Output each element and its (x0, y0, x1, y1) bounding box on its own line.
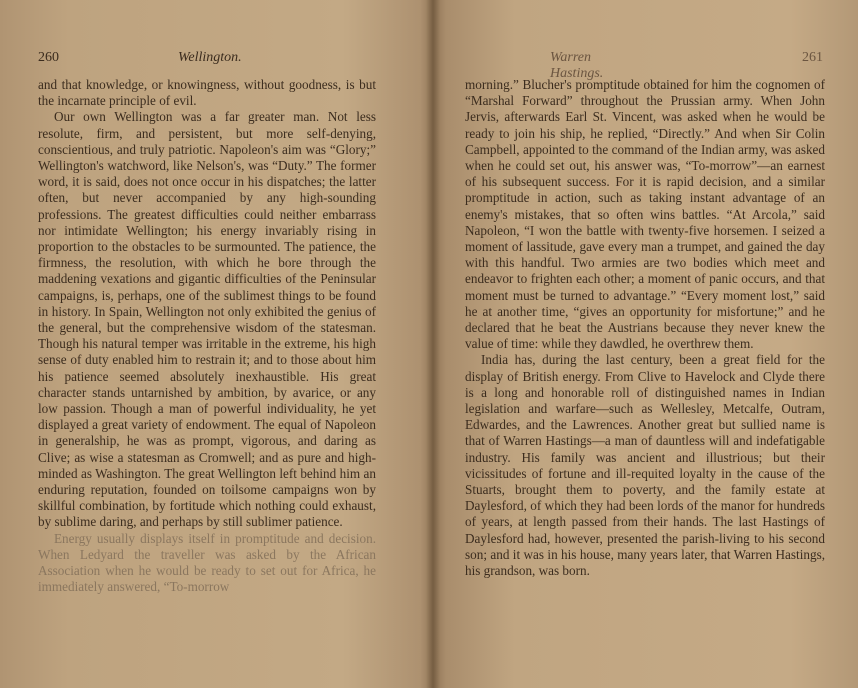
right-page (440, 0, 858, 688)
right-page-text (465, 77, 825, 579)
right-page-number: 261 (802, 50, 823, 65)
right-running-title: Warren Hastings. (550, 50, 604, 81)
left-page-text (38, 77, 376, 596)
right-paragraph: morning.” Blucher's promptitude obtained for him the cognomen of “Marshal Forward” throughout the Prussian army. When John Jervis, afterwards Earl St. Vincent, was asked when he would be ready to join his ship, he replied, “Directly.” And when Sir Colin Campbell, appointed to the command of the Indian army, was asked when he could set out, his answer was, “To-morrow”—an earnest of his subsequent success. For it is rapid decision, and a similar promptitude in action, such as taking instant advantage of an enemy's mistakes, that so often wins battles. “At Arcola,” said Napoleon, “I won the battle with twenty-five horsemen. I seized a moment of lassitude, gave every man a trumpet, and gained the day with this handful. Two armies are two bodies which meet and endeavor to frighten each other; a moment of panic occurs, and that moment must be turned to advantage.” “Every moment lost,” said he at another time, “gives an opportunity for misfortune;” and he declared that he beat the Austrians because they never knew the value of time: while they dawdled, he overthrew them. (465, 77, 825, 352)
left-paragraph: Energy usually displays itself in promptitude and decision. When Ledyard the traveller was asked by the African Association when he would be ready to set out for Africa, he immediately answered, “To-morrow (38, 530, 376, 595)
left-page-number: 260 (38, 50, 59, 65)
left-paragraph: Our own Wellington was a far greater man. Not less resolute, firm, and persistent, but more self-denying, conscientious, and truly patriotic. Napoleon's aim was “Glory;” Wellington's watchword, like Nelson's, was “Duty.” The former word, it is said, does not once occur in his dispatches; the latter often, but never accompanied by any high-sounding professions. The greatest difficulties could neither embarrass nor intimidate Wellington; his energy invariably rising in proportion to the obstacles to be surmounted. The patience, the firmness, the resolution, with which he bore through the maddening vexations and gigantic difficulties of the Peninsular campaigns, is, perhaps, one of the sublimest things to be found in history. In Spain, Wellington not only exhibited the genius of the general, but the comprehensive wisdom of the statesman. Though his natural temper was irritable in the extreme, his high sense of duty enabled him to restrain it; and to those about him his patience seemed absolutely inexhaustible. His great character stands untarnished by ambition, by avarice, or any low passion. Though a man of powerful individuality, he yet displayed a great variety of endowment. The equal of Napoleon in generalship, he was as prompt, vigorous, and daring as Clive; as wise a statesman as Cromwell; and as pure and high-minded as Washington. The great Wellington left behind him an enduring reputation, founded on toilsome campaigns won by skillful combination, by fortitude which nothing could exhaust, by sublime daring, and perhaps by still sublimer patience. (38, 109, 376, 530)
right-paragraph: India has, during the last century, been a great field for the display of British energy. From Clive to Havelock and Clyde there is a long and honorable roll of distinguished names in Indian legislation and warfare—such as Wellesley, Metcalfe, Outram, Edwardes, and the Lawrences. Another great but sullied name is that of Warren Hastings—a man of dauntless will and indefatigable industry. His family was ancient and illustrious; but their vicissitudes of fortune and ill-requited loyalty in the cause of the Stuarts, brought them to poverty, and the family estate at Daylesford, of which they had been lords of the manor for hundreds of years, at length passed from their hands. The last Hastings of Daylesford had, however, presented the parish-living to his second son; and it was in his house, many years later, that Warren Hastings, his grandson, was born. (465, 352, 825, 579)
left-paragraph: and that knowledge, or knowingness, without goodness, is but the incarnate principle of evil. (38, 77, 376, 109)
left-running-title: Wellington. (178, 50, 242, 65)
